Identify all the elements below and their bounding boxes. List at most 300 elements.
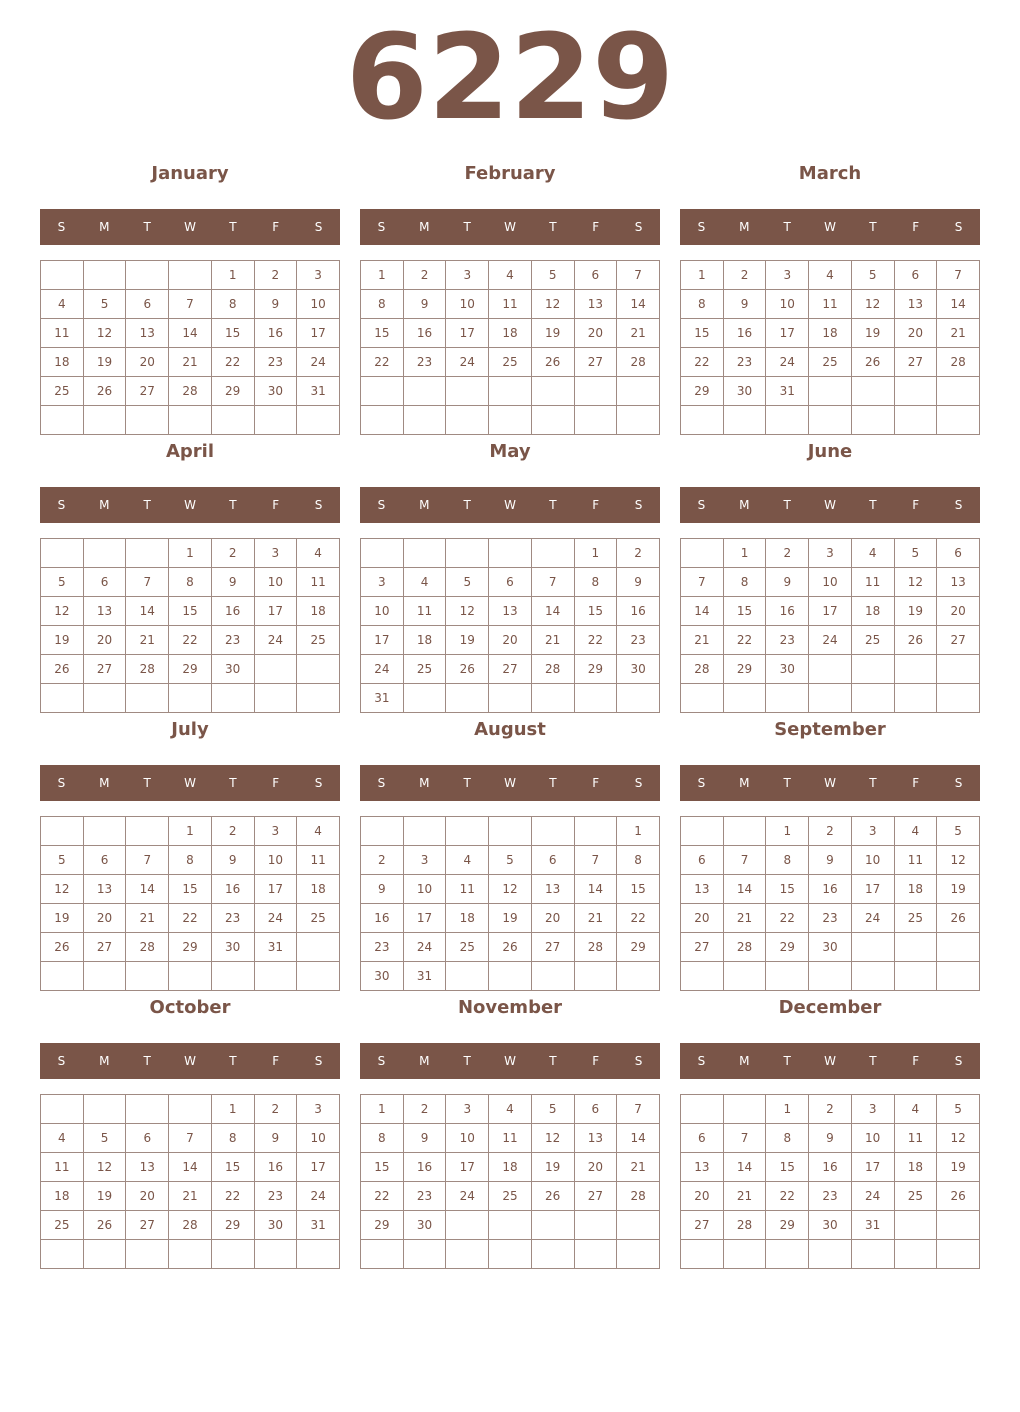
- day-cell: 11: [297, 568, 340, 597]
- empty-day-cell: [403, 377, 446, 406]
- day-cell: 1: [211, 261, 254, 290]
- week-row: [41, 1124, 340, 1153]
- weekday-header: [40, 765, 340, 801]
- empty-day-cell: [254, 655, 297, 684]
- weekday-label: S: [377, 498, 386, 512]
- day-cell: 3: [297, 1095, 340, 1124]
- day-cell: 11: [489, 290, 532, 319]
- day-cell: 10: [446, 1124, 489, 1153]
- month-october: [40, 994, 340, 1268]
- day-cell: 22: [169, 904, 212, 933]
- day-cell: 19: [41, 626, 84, 655]
- day-cell: 14: [681, 597, 724, 626]
- day-cell: 31: [254, 933, 297, 962]
- day-cell: 14: [169, 1153, 212, 1182]
- day-cell: 20: [681, 904, 724, 933]
- empty-day-cell: [851, 684, 894, 713]
- week-row: [361, 904, 660, 933]
- empty-day-cell: [617, 962, 660, 991]
- day-cell: 31: [297, 1211, 340, 1240]
- weekday-header: [40, 1043, 340, 1079]
- day-cell: 22: [361, 348, 404, 377]
- day-cell: 8: [361, 1124, 404, 1153]
- day-cell: 27: [681, 933, 724, 962]
- day-cell: 11: [41, 1153, 84, 1182]
- weekday-label: T: [229, 220, 237, 234]
- day-cell: 2: [723, 261, 766, 290]
- day-cell: 16: [403, 319, 446, 348]
- day-grid: [680, 816, 980, 991]
- day-cell: 1: [361, 261, 404, 290]
- day-cell: 19: [851, 319, 894, 348]
- day-cell: 17: [766, 319, 809, 348]
- day-cell: 11: [41, 319, 84, 348]
- empty-day-cell: [723, 684, 766, 713]
- day-cell: 22: [766, 904, 809, 933]
- empty-day-cell: [574, 962, 617, 991]
- day-cell: 1: [169, 817, 212, 846]
- day-cell: 7: [126, 846, 169, 875]
- day-cell: 10: [446, 290, 489, 319]
- empty-day-cell: [361, 539, 404, 568]
- day-cell: 21: [617, 319, 660, 348]
- weekday-label: F: [272, 1054, 280, 1068]
- day-grid: [360, 1094, 660, 1269]
- day-cell: 27: [937, 626, 980, 655]
- day-cell: 9: [403, 1124, 446, 1153]
- month-name: January: [151, 163, 229, 184]
- day-cell: 3: [403, 846, 446, 875]
- day-cell: 23: [723, 348, 766, 377]
- empty-day-cell: [126, 406, 169, 435]
- day-cell: 22: [211, 1182, 254, 1211]
- empty-day-cell: [254, 962, 297, 991]
- week-row: [361, 539, 660, 568]
- month-name: June: [807, 441, 853, 462]
- day-cell: 1: [574, 539, 617, 568]
- empty-day-cell: [531, 962, 574, 991]
- day-cell: 23: [809, 904, 852, 933]
- empty-day-cell: [126, 1240, 169, 1269]
- day-cell: 12: [937, 1124, 980, 1153]
- month-name: August: [474, 719, 546, 740]
- day-cell: 31: [297, 377, 340, 406]
- week-row: [361, 1095, 660, 1124]
- empty-day-cell: [851, 377, 894, 406]
- day-cell: 28: [169, 377, 212, 406]
- day-cell: 24: [297, 348, 340, 377]
- month-april: [40, 438, 340, 712]
- empty-day-cell: [126, 962, 169, 991]
- empty-day-cell: [766, 684, 809, 713]
- day-cell: 30: [809, 933, 852, 962]
- month-name: October: [149, 997, 231, 1018]
- month-august: [360, 716, 660, 990]
- weekday-label: M: [419, 498, 430, 512]
- week-row: [41, 539, 340, 568]
- day-cell: 20: [574, 1153, 617, 1182]
- day-cell: 16: [254, 319, 297, 348]
- day-cell: 17: [254, 875, 297, 904]
- weekday-label: F: [592, 1054, 600, 1068]
- empty-day-cell: [851, 1240, 894, 1269]
- day-cell: 16: [809, 1153, 852, 1182]
- day-cell: 6: [83, 568, 126, 597]
- day-cell: 12: [83, 1153, 126, 1182]
- day-cell: 10: [403, 875, 446, 904]
- week-row: [361, 1211, 660, 1240]
- day-cell: 19: [894, 597, 937, 626]
- day-cell: 17: [403, 904, 446, 933]
- day-cell: 1: [766, 1095, 809, 1124]
- empty-day-cell: [41, 684, 84, 713]
- day-cell: 1: [766, 817, 809, 846]
- day-cell: 29: [681, 377, 724, 406]
- day-cell: 16: [403, 1153, 446, 1182]
- empty-day-cell: [851, 406, 894, 435]
- day-cell: 13: [531, 875, 574, 904]
- day-cell: 4: [851, 539, 894, 568]
- weekday-label: F: [912, 1054, 920, 1068]
- day-cell: 17: [851, 875, 894, 904]
- day-cell: 5: [894, 539, 937, 568]
- weekday-label: S: [377, 220, 386, 234]
- day-cell: 4: [403, 568, 446, 597]
- day-cell: 10: [297, 1124, 340, 1153]
- day-cell: 18: [894, 1153, 937, 1182]
- empty-day-cell: [489, 1211, 532, 1240]
- day-cell: 2: [254, 1095, 297, 1124]
- day-cell: 7: [126, 568, 169, 597]
- day-cell: 29: [169, 655, 212, 684]
- empty-day-cell: [894, 684, 937, 713]
- empty-day-cell: [617, 684, 660, 713]
- weekday-header: [680, 1043, 980, 1079]
- weekday-label: M: [739, 1054, 750, 1068]
- empty-day-cell: [297, 1240, 340, 1269]
- day-cell: 3: [851, 1095, 894, 1124]
- weekday-label: S: [57, 220, 66, 234]
- day-cell: 13: [126, 319, 169, 348]
- empty-day-cell: [617, 406, 660, 435]
- day-cell: 22: [766, 1182, 809, 1211]
- month-december: [680, 994, 980, 1268]
- day-cell: 9: [766, 568, 809, 597]
- weekday-label: S: [634, 1054, 643, 1068]
- weekday-label: M: [99, 1054, 110, 1068]
- empty-day-cell: [681, 1095, 724, 1124]
- day-cell: 28: [617, 1182, 660, 1211]
- day-cell: 21: [723, 1182, 766, 1211]
- empty-day-cell: [894, 1211, 937, 1240]
- day-cell: 24: [446, 1182, 489, 1211]
- weekday-label: T: [783, 1054, 791, 1068]
- day-grid: [40, 1094, 340, 1269]
- week-row: [361, 933, 660, 962]
- weekday-label: F: [592, 498, 600, 512]
- weekday-label: S: [954, 776, 963, 790]
- empty-day-cell: [211, 1240, 254, 1269]
- day-cell: 4: [489, 1095, 532, 1124]
- month-name: December: [778, 997, 882, 1018]
- day-cell: 18: [446, 904, 489, 933]
- day-cell: 25: [403, 655, 446, 684]
- month-name: April: [165, 441, 215, 462]
- day-cell: 21: [169, 348, 212, 377]
- day-cell: 8: [766, 846, 809, 875]
- weekday-label: S: [57, 498, 66, 512]
- day-cell: 14: [937, 290, 980, 319]
- day-cell: 17: [361, 626, 404, 655]
- day-cell: 2: [211, 539, 254, 568]
- empty-day-cell: [83, 962, 126, 991]
- day-cell: 6: [126, 1124, 169, 1153]
- day-cell: 11: [894, 1124, 937, 1153]
- empty-day-cell: [361, 406, 404, 435]
- weekday-label: T: [463, 776, 471, 790]
- week-row: [41, 655, 340, 684]
- day-cell: 12: [489, 875, 532, 904]
- week-row: [681, 1240, 980, 1269]
- day-cell: 6: [126, 290, 169, 319]
- empty-day-cell: [489, 1240, 532, 1269]
- week-row: [681, 655, 980, 684]
- day-cell: 18: [489, 1153, 532, 1182]
- day-cell: 4: [446, 846, 489, 875]
- month-name: May: [489, 441, 531, 462]
- day-cell: 12: [446, 597, 489, 626]
- empty-day-cell: [126, 1095, 169, 1124]
- day-cell: 30: [211, 655, 254, 684]
- empty-day-cell: [169, 962, 212, 991]
- day-cell: 14: [169, 319, 212, 348]
- day-cell: 25: [297, 904, 340, 933]
- day-cell: 3: [361, 568, 404, 597]
- day-cell: 22: [169, 626, 212, 655]
- empty-day-cell: [297, 655, 340, 684]
- week-row: [681, 377, 980, 406]
- day-cell: 6: [574, 261, 617, 290]
- empty-day-cell: [531, 377, 574, 406]
- empty-day-cell: [489, 406, 532, 435]
- day-cell: 10: [254, 846, 297, 875]
- day-cell: 17: [297, 1153, 340, 1182]
- weekday-label: T: [229, 498, 237, 512]
- day-cell: 7: [169, 290, 212, 319]
- week-row: [361, 962, 660, 991]
- day-cell: 26: [531, 348, 574, 377]
- day-cell: 18: [41, 348, 84, 377]
- weekday-label: S: [314, 220, 323, 234]
- weekday-header: [40, 487, 340, 523]
- day-grid: [40, 538, 340, 713]
- month-june: [680, 438, 980, 712]
- week-row: [41, 904, 340, 933]
- empty-day-cell: [169, 1095, 212, 1124]
- day-cell: 13: [681, 1153, 724, 1182]
- day-cell: 20: [681, 1182, 724, 1211]
- day-cell: 6: [83, 846, 126, 875]
- empty-day-cell: [361, 1240, 404, 1269]
- week-row: [681, 1211, 980, 1240]
- weekday-label: F: [272, 498, 280, 512]
- day-cell: 20: [126, 1182, 169, 1211]
- day-cell: 21: [126, 904, 169, 933]
- weekday-label: M: [739, 776, 750, 790]
- empty-day-cell: [446, 406, 489, 435]
- day-cell: 29: [766, 1211, 809, 1240]
- day-cell: 19: [83, 348, 126, 377]
- day-cell: 20: [126, 348, 169, 377]
- day-cell: 21: [169, 1182, 212, 1211]
- day-cell: 5: [83, 290, 126, 319]
- weekday-label: S: [314, 776, 323, 790]
- weekday-label: T: [143, 1054, 151, 1068]
- day-cell: 16: [361, 904, 404, 933]
- day-cell: 28: [937, 348, 980, 377]
- day-grid: [40, 816, 340, 991]
- day-cell: 29: [574, 655, 617, 684]
- day-cell: 6: [531, 846, 574, 875]
- day-cell: 18: [489, 319, 532, 348]
- empty-day-cell: [403, 684, 446, 713]
- day-cell: 12: [531, 1124, 574, 1153]
- day-cell: 10: [851, 846, 894, 875]
- day-cell: 19: [531, 319, 574, 348]
- day-cell: 7: [531, 568, 574, 597]
- day-cell: 11: [403, 597, 446, 626]
- day-cell: 16: [211, 597, 254, 626]
- empty-day-cell: [809, 962, 852, 991]
- weekday-label: F: [592, 776, 600, 790]
- day-cell: 15: [211, 319, 254, 348]
- day-cell: 19: [531, 1153, 574, 1182]
- empty-day-cell: [41, 817, 84, 846]
- weekday-label: F: [912, 220, 920, 234]
- week-row: [681, 539, 980, 568]
- day-cell: 25: [446, 933, 489, 962]
- day-cell: 13: [894, 290, 937, 319]
- empty-day-cell: [211, 684, 254, 713]
- week-row: [41, 290, 340, 319]
- day-cell: 17: [809, 597, 852, 626]
- day-cell: 25: [297, 626, 340, 655]
- empty-day-cell: [681, 1240, 724, 1269]
- day-cell: 30: [617, 655, 660, 684]
- weekday-label: F: [912, 776, 920, 790]
- weekday-label: T: [143, 220, 151, 234]
- day-cell: 8: [169, 568, 212, 597]
- day-cell: 29: [723, 655, 766, 684]
- day-cell: 14: [723, 1153, 766, 1182]
- weekday-label: S: [377, 1054, 386, 1068]
- week-row: [41, 1182, 340, 1211]
- empty-day-cell: [809, 406, 852, 435]
- weekday-label: S: [57, 776, 66, 790]
- day-cell: 30: [723, 377, 766, 406]
- week-row: [41, 377, 340, 406]
- day-cell: 14: [126, 597, 169, 626]
- day-cell: 12: [41, 597, 84, 626]
- day-cell: 23: [211, 626, 254, 655]
- day-cell: 17: [297, 319, 340, 348]
- week-row: [41, 626, 340, 655]
- day-cell: 14: [126, 875, 169, 904]
- empty-day-cell: [894, 1240, 937, 1269]
- week-row: [681, 846, 980, 875]
- empty-day-cell: [446, 539, 489, 568]
- day-cell: 20: [937, 597, 980, 626]
- day-cell: 26: [937, 1182, 980, 1211]
- day-cell: 21: [723, 904, 766, 933]
- month-september: [680, 716, 980, 990]
- empty-day-cell: [361, 817, 404, 846]
- day-cell: 20: [574, 319, 617, 348]
- day-cell: 14: [574, 875, 617, 904]
- day-cell: 3: [297, 261, 340, 290]
- empty-day-cell: [681, 817, 724, 846]
- empty-day-cell: [937, 377, 980, 406]
- day-cell: 23: [361, 933, 404, 962]
- weekday-header: [360, 1043, 660, 1079]
- weekday-label: M: [99, 220, 110, 234]
- day-cell: 14: [617, 290, 660, 319]
- weekday-label: S: [314, 1054, 323, 1068]
- empty-day-cell: [531, 817, 574, 846]
- day-cell: 30: [809, 1211, 852, 1240]
- week-row: [681, 1124, 980, 1153]
- weekday-label: T: [783, 498, 791, 512]
- weekday-label: F: [592, 220, 600, 234]
- day-cell: 19: [489, 904, 532, 933]
- day-grid: [680, 1094, 980, 1269]
- day-cell: 15: [169, 597, 212, 626]
- weekday-label: M: [419, 1054, 430, 1068]
- weekday-label: S: [697, 776, 706, 790]
- month-name: September: [774, 719, 886, 740]
- day-cell: 15: [766, 875, 809, 904]
- weekday-label: F: [272, 220, 280, 234]
- week-row: [361, 568, 660, 597]
- day-cell: 22: [361, 1182, 404, 1211]
- day-cell: 19: [937, 875, 980, 904]
- empty-day-cell: [489, 962, 532, 991]
- empty-day-cell: [809, 655, 852, 684]
- day-cell: 5: [937, 817, 980, 846]
- weekday-label: T: [869, 776, 877, 790]
- weekday-label: F: [272, 776, 280, 790]
- day-cell: 4: [489, 261, 532, 290]
- empty-day-cell: [126, 539, 169, 568]
- day-cell: 22: [681, 348, 724, 377]
- day-cell: 5: [83, 1124, 126, 1153]
- day-cell: 27: [83, 933, 126, 962]
- weekday-label: T: [229, 1054, 237, 1068]
- day-cell: 5: [531, 1095, 574, 1124]
- day-cell: 7: [617, 1095, 660, 1124]
- empty-day-cell: [126, 817, 169, 846]
- day-cell: 29: [211, 1211, 254, 1240]
- week-row: [361, 655, 660, 684]
- empty-day-cell: [937, 962, 980, 991]
- weekday-label: S: [954, 1054, 963, 1068]
- day-cell: 18: [41, 1182, 84, 1211]
- month-name: February: [464, 163, 556, 184]
- empty-day-cell: [894, 655, 937, 684]
- day-cell: 13: [83, 597, 126, 626]
- day-cell: 24: [297, 1182, 340, 1211]
- weekday-label: W: [824, 498, 836, 512]
